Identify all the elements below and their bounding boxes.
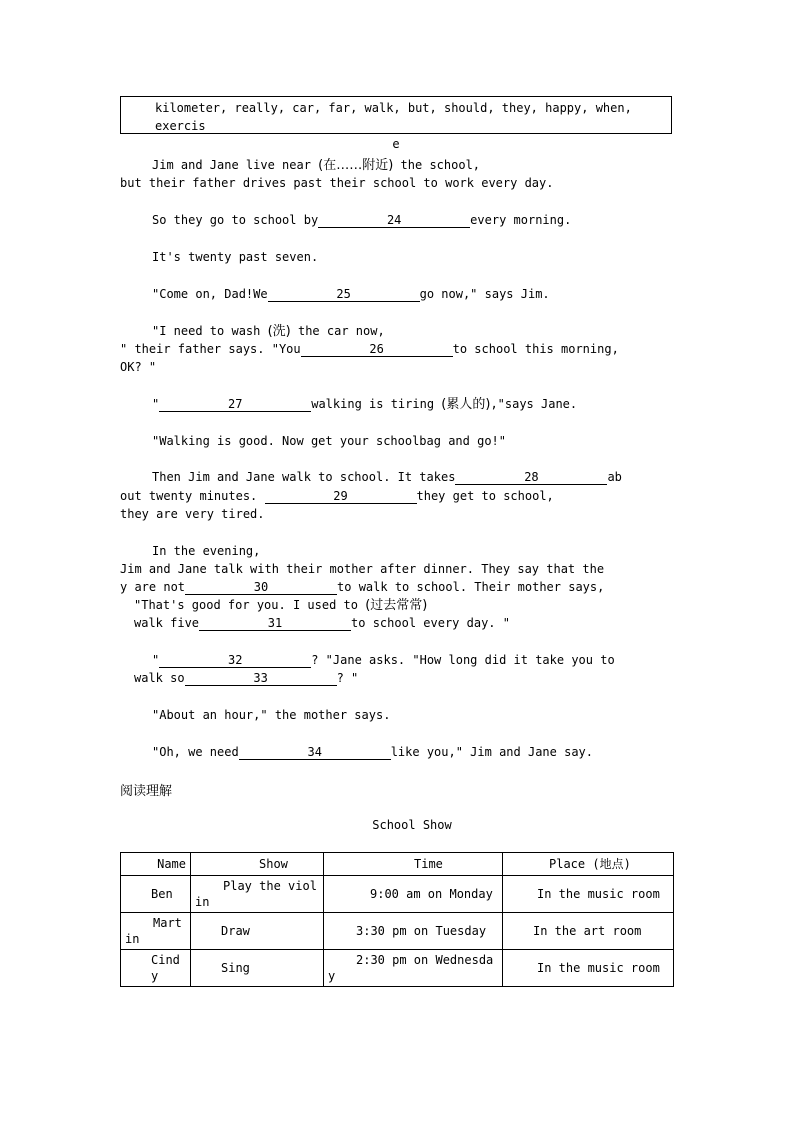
passage-text: to school this morning, (452, 342, 619, 356)
passage-text: they get to school, (416, 489, 554, 503)
table-row (121, 950, 674, 987)
answer-blank-30[interactable]: 30 (185, 580, 337, 595)
passage-line (152, 744, 593, 760)
table-row (121, 913, 674, 950)
passage-line (120, 341, 619, 357)
passage-text: " (152, 653, 160, 667)
passage-text: ab (607, 470, 622, 484)
cell-place: In the music room (503, 950, 674, 987)
passage-text: they are very tired. (120, 507, 265, 521)
passage-text: Jim and Jane live near (152, 158, 319, 172)
passage-text: So they go to school by (152, 213, 319, 227)
cell-show: Play the violin (191, 876, 324, 913)
passage-line (152, 652, 615, 668)
passage-text: walk five (134, 616, 200, 630)
passage-text: but their father drives past their school to work every day. (120, 176, 554, 190)
passage-text: y are not (120, 580, 186, 594)
answer-blank-26[interactable]: 26 (301, 342, 453, 357)
passage-text: out twenty minutes. (120, 489, 265, 503)
passage-line (152, 543, 260, 559)
passage-line (152, 323, 385, 340)
passage-line (134, 670, 358, 686)
passage-text: ? " (336, 671, 359, 685)
header-name: Name (121, 853, 191, 876)
answer-blank-32[interactable]: 32 (159, 653, 311, 668)
answer-blank-28[interactable]: 28 (455, 470, 607, 485)
cell-name: Martin (121, 913, 191, 950)
passage-text: "Oh, we need (152, 745, 239, 759)
table-title: School Show (372, 818, 452, 832)
header-place: Place (地点) (503, 853, 674, 876)
passage-text: In the evening, (152, 544, 261, 558)
passage-line (152, 249, 318, 265)
cell-time: 3:30 pm on Tuesday (324, 913, 503, 950)
cell-show: Sing (191, 950, 324, 987)
passage-text: ,"says Jane. (490, 397, 578, 411)
answer-blank-31[interactable]: 31 (199, 616, 351, 631)
answer-blank-27[interactable]: 27 (159, 397, 311, 412)
passage-line (120, 561, 604, 577)
table-header-row (121, 853, 674, 876)
header-time: Time (324, 853, 503, 876)
passage-text: "I need to wash (152, 324, 268, 338)
passage-line (152, 433, 506, 449)
answer-blank-33[interactable]: 33 (185, 671, 337, 686)
passage-line (134, 615, 510, 631)
passage-line (120, 488, 554, 504)
passage-text: "Come on, Dad!We (152, 287, 268, 301)
passage-text: " their father says. "You (120, 342, 301, 356)
header-show: Show (191, 853, 324, 876)
passage-text: OK? " (120, 360, 157, 374)
answer-blank-24[interactable]: 24 (318, 213, 470, 228)
passage-text: "Walking is good. Now get your schoolbag and go!" (152, 434, 507, 448)
chinese-gloss: (洗) (267, 324, 291, 339)
chinese-gloss: (在……附近) (318, 158, 394, 173)
passage-text: walking is tiring (311, 397, 442, 411)
passage-text: "That's good for you. I used to (134, 598, 366, 612)
word-bank-line-wrap: e (392, 137, 400, 151)
cell-name: Ben (121, 876, 191, 913)
passage-text: go now," says Jim. (419, 287, 550, 301)
passage-text: to school every day. " (351, 616, 510, 630)
passage-text: like you," Jim and Jane say. (390, 745, 593, 759)
passage-text: Then Jim and Jane walk to school. It takes (152, 470, 456, 484)
passage-line (120, 359, 156, 375)
passage-text: " (152, 397, 160, 411)
passage-text: the car now, (290, 324, 385, 338)
passage-text: It's twenty past seven. (152, 250, 319, 264)
answer-blank-29[interactable]: 29 (265, 489, 417, 504)
passage-text: walk so (134, 671, 185, 685)
passage-line (134, 597, 427, 614)
answer-blank-34[interactable]: 34 (239, 745, 391, 760)
table-row (121, 876, 674, 913)
passage-line (152, 212, 571, 228)
passage-text: ? "Jane asks. "How long did it take you to (311, 653, 615, 667)
passage-line (152, 469, 622, 485)
cell-time: 9:00 am on Monday (324, 876, 503, 913)
passage-line (152, 157, 480, 174)
school-show-table (120, 852, 674, 987)
passage-line (152, 707, 390, 723)
passage-text: every morning. (470, 213, 572, 227)
cell-time: 2:30 pm on Wednesday (324, 950, 503, 987)
cell-place: In the music room (503, 876, 674, 913)
word-bank-line: kilometer, really, car, far, walk, but, should, they, happy, when, exercis (155, 101, 632, 133)
word-bank-box (120, 96, 672, 151)
cell-name: Cindy (121, 950, 191, 987)
chinese-gloss: (累人的) (441, 397, 491, 412)
cell-place: In the art room (503, 913, 674, 950)
passage-text: the school, (393, 158, 481, 172)
section-heading: 阅读理解 (120, 784, 173, 799)
passage-line (152, 396, 577, 413)
passage-text: to walk to school. Their mother says, (337, 580, 605, 594)
chinese-gloss: (过去常常) (365, 598, 428, 613)
passage-text: Jim and Jane talk with their mother after dinner. They say that the (120, 562, 605, 576)
passage-text: "About an hour," the mother says. (152, 708, 391, 722)
passage-line (120, 579, 604, 595)
passage-line (152, 286, 550, 302)
passage-line (120, 506, 265, 522)
passage-line (120, 175, 553, 191)
answer-blank-25[interactable]: 25 (268, 287, 420, 302)
cell-show: Draw (191, 913, 324, 950)
